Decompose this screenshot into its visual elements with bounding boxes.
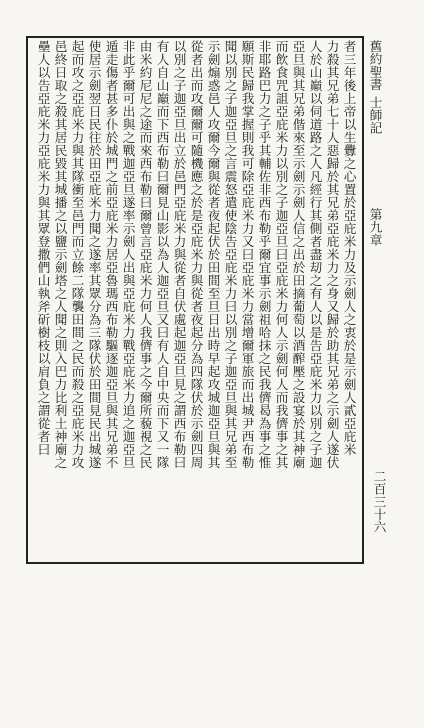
text-column: 從者出而攻爾爾可隨機應之於是亞庇米力與從者夜起分為四隊伏於示劍四周 bbox=[188, 40, 204, 469]
text-column: 者三年後上帝以生釁之心置於亞庇米力及示劍人之衷於是示劍人貳亞庇米 bbox=[341, 40, 357, 456]
text-column: 邑終日取之殺其居民毀其城播之以鹽示劍塔之人聞之則入巴力比利土神廟之 bbox=[52, 40, 68, 469]
page-number: 二百三十六 bbox=[371, 470, 387, 533]
text-column: 使居示劍翌日民往於田亞庇米力聞之遂率其眾分為三隊伏於田間見民出城遂 bbox=[86, 40, 102, 469]
text-column: 遁走傷者甚多仆於城門之前亞庇米力居亞魯瑪西布勒驅逐迦亞旦與其兄弟不 bbox=[103, 40, 119, 469]
text-column: 示劍煽惑邑人攻爾今爾與從者夜起伏於田間至旦日出時早起攻城迦亞旦與其 bbox=[205, 40, 221, 469]
text-column: 非此乎爾可出與之戰迦亞旦遂率示劍人出與亞庇米力戰亞庇米力追之迦亞旦 bbox=[120, 40, 136, 469]
text-column: 有人自山巔而下西布勒曰爾見山影以為人迦亞旦又曰有人自中央而下又一隊 bbox=[154, 40, 170, 469]
text-column: 以別之子迦亞旦出立於邑門亞庇米力與從者自伏處起迦亞旦見之謂西布勒曰 bbox=[171, 40, 187, 469]
text-column: 由米約尼尼之途而來西布勒曰爾曾言亞庇米力何人我儕事之今爾所藐視之民 bbox=[137, 40, 153, 469]
text-column: 非耶路巴力之子乎其輔佐非西布勒乎爾宜事示劍祖哈抹之民我儕曷為事之惟 bbox=[256, 40, 272, 469]
text-column: 亞旦與其兄弟偕來至示劍示劍人信之出於田摘葡萄以酒醡壓之設宴於其神廟 bbox=[290, 40, 306, 469]
book-title: 舊約聖書 bbox=[367, 40, 383, 91]
text-column: 壘人以告亞庇米力亞庇米力與其眾登撒們山執斧斫樹枝以肩負之謂從者曰 bbox=[35, 40, 51, 456]
chapter-number: 第九章 bbox=[367, 208, 383, 246]
text-column: 而飲食咒詛亞庇米力以別之子迦亞旦曰亞庇米力何人示劍何人而我儕事之其 bbox=[273, 40, 289, 469]
text-column: 力殺其兄弟七十人惡歸於其兄弟亞庇米力之身又歸於助其兄弟之示劍人遂伏 bbox=[324, 40, 340, 469]
text-column: 聞以別之子迦亞旦之言震怒遣使陰告亞庇米力曰以別之子迦亞旦與其兄弟至 bbox=[222, 40, 238, 469]
text-column: 願斯民歸我掌握則我可除亞庇米力又曰亞庇米力當增爾軍旅而出城尹西布勒 bbox=[239, 40, 255, 469]
text-column: 人於山巔以伺道路之人凡經行其側者盡刧之有人以是告亞庇米力以別之子迦 bbox=[307, 40, 323, 469]
text-column: 起而攻之亞庇米力與其隊衝至邑門而立餘二隊襲田間之民而殺之亞庇米力攻 bbox=[69, 40, 85, 469]
chapter-title: 士師記 bbox=[367, 96, 383, 134]
